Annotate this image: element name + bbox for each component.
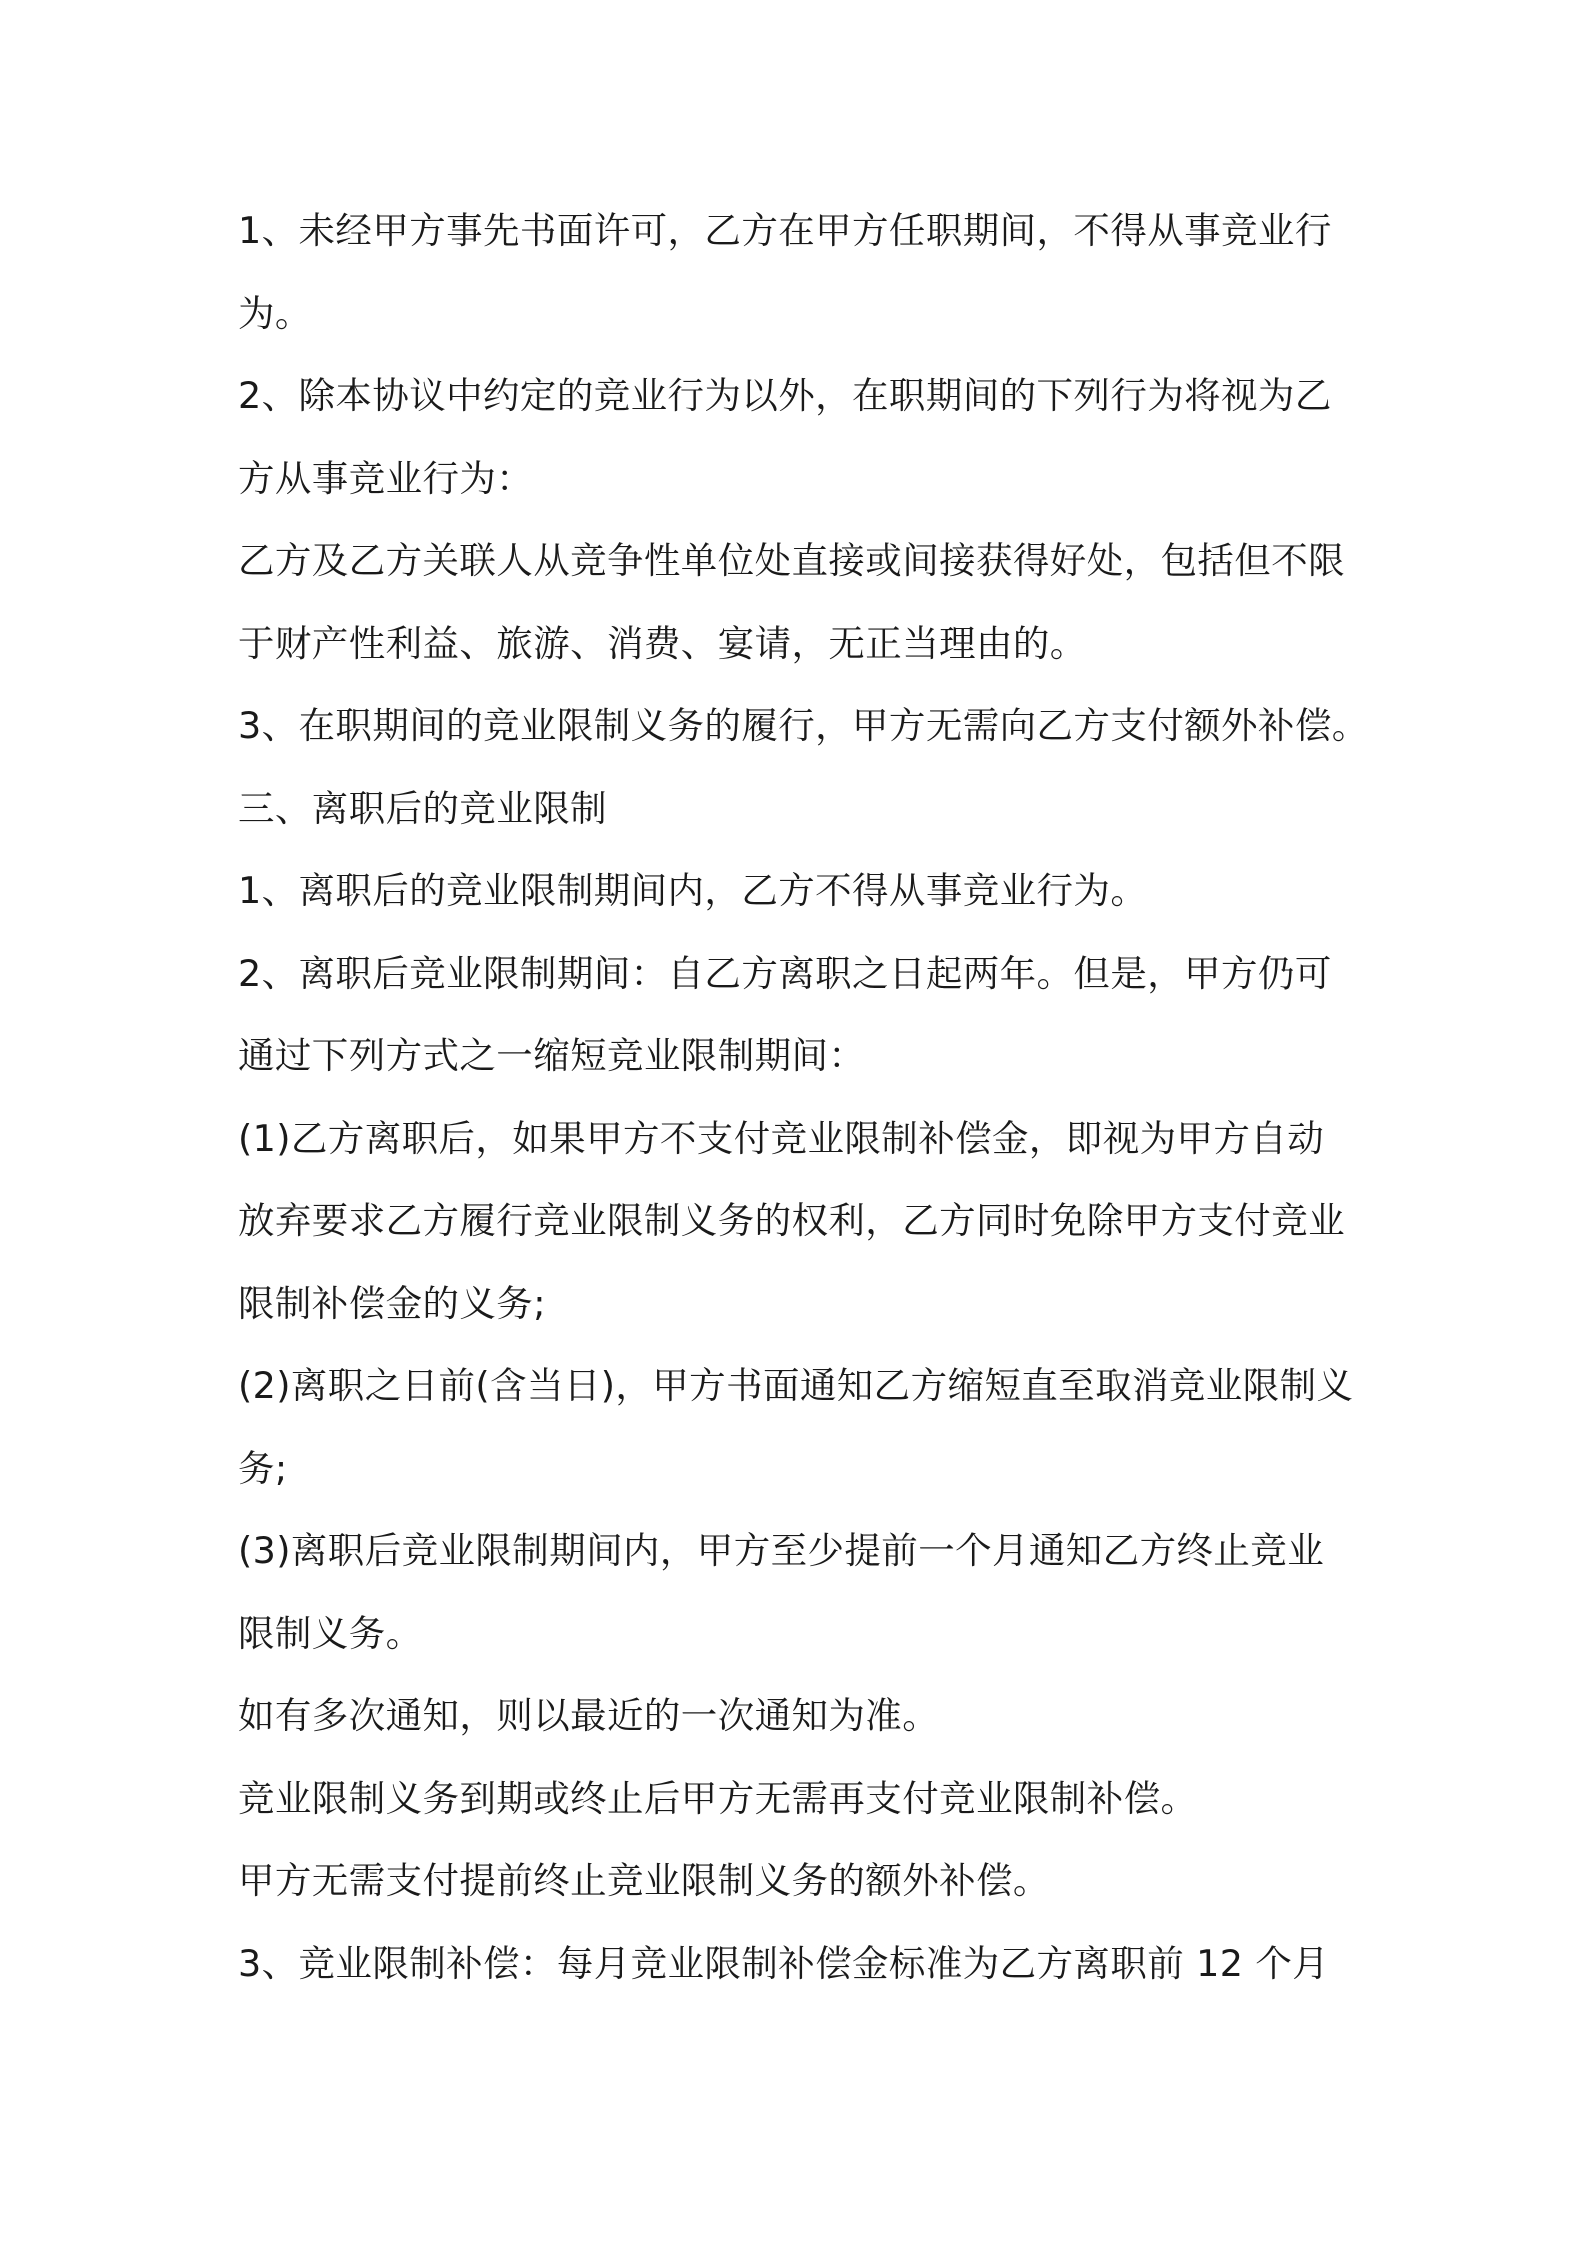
text-line: 限制补偿金的义务;	[238, 1281, 546, 1325]
text-line: 通过下列方式之一缩短竞业限制期间：	[238, 1034, 866, 1077]
text-line: 乙方及乙方关联人从竞争性单位处直接或间接获得好处，包括但不限	[238, 539, 1345, 582]
text-line: 方从事竞业行为：	[238, 456, 534, 500]
text-line: 务;	[238, 1446, 288, 1490]
text-line: 放弃要求乙方履行竞业限制义务的权利，乙方同时免除甲方支付竞业	[238, 1199, 1345, 1242]
text-line: 限制义务。	[238, 1611, 423, 1655]
text-line: 2、离职后竞业限制期间：自乙方离职之日起两年。但是，甲方仍可	[238, 951, 1332, 995]
text-line: 甲方无需支付提前终止竞业限制义务的额外补偿。	[238, 1859, 1050, 1902]
text-line: 于财产性利益、旅游、消费、宴请，无正当理由的。	[238, 621, 1087, 665]
text-line: (1)乙方离职后，如果甲方不支付竞业限制补偿金，即视为甲方自动	[238, 1116, 1325, 1160]
text-line: (3)离职后竞业限制期间内，甲方至少提前一个月通知乙方终止竞业	[238, 1529, 1325, 1572]
text-line: 3、竞业限制补偿：每月竞业限制补偿金标准为乙方离职前 12 个月	[238, 1941, 1330, 1985]
text-line: 竞业限制义务到期或终止后甲方无需再支付竞业限制补偿。	[238, 1776, 1198, 1820]
text-line: 1、离职后的竞业限制期间内，乙方不得从事竞业行为。	[238, 869, 1148, 912]
text-line: 2、除本协议中约定的竞业行为以外，在职期间的下列行为将视为乙	[238, 374, 1332, 417]
text-line: (2)离职之日前(含当日)，甲方书面通知乙方缩短直至取消竞业限制义	[238, 1364, 1354, 1407]
section-heading: 三、离职后的竞业限制	[238, 786, 607, 830]
text-line: 为。	[238, 291, 312, 335]
text-line: 如有多次通知，则以最近的一次通知为准。	[238, 1694, 940, 1737]
text-line: 1、未经甲方事先书面许可，乙方在甲方任职期间，不得从事竞业行	[238, 209, 1332, 252]
text-line: 3、在职期间的竞业限制义务的履行，甲方无需向乙方支付额外补偿。	[238, 704, 1369, 747]
document-body	[238, 190, 1369, 2005]
